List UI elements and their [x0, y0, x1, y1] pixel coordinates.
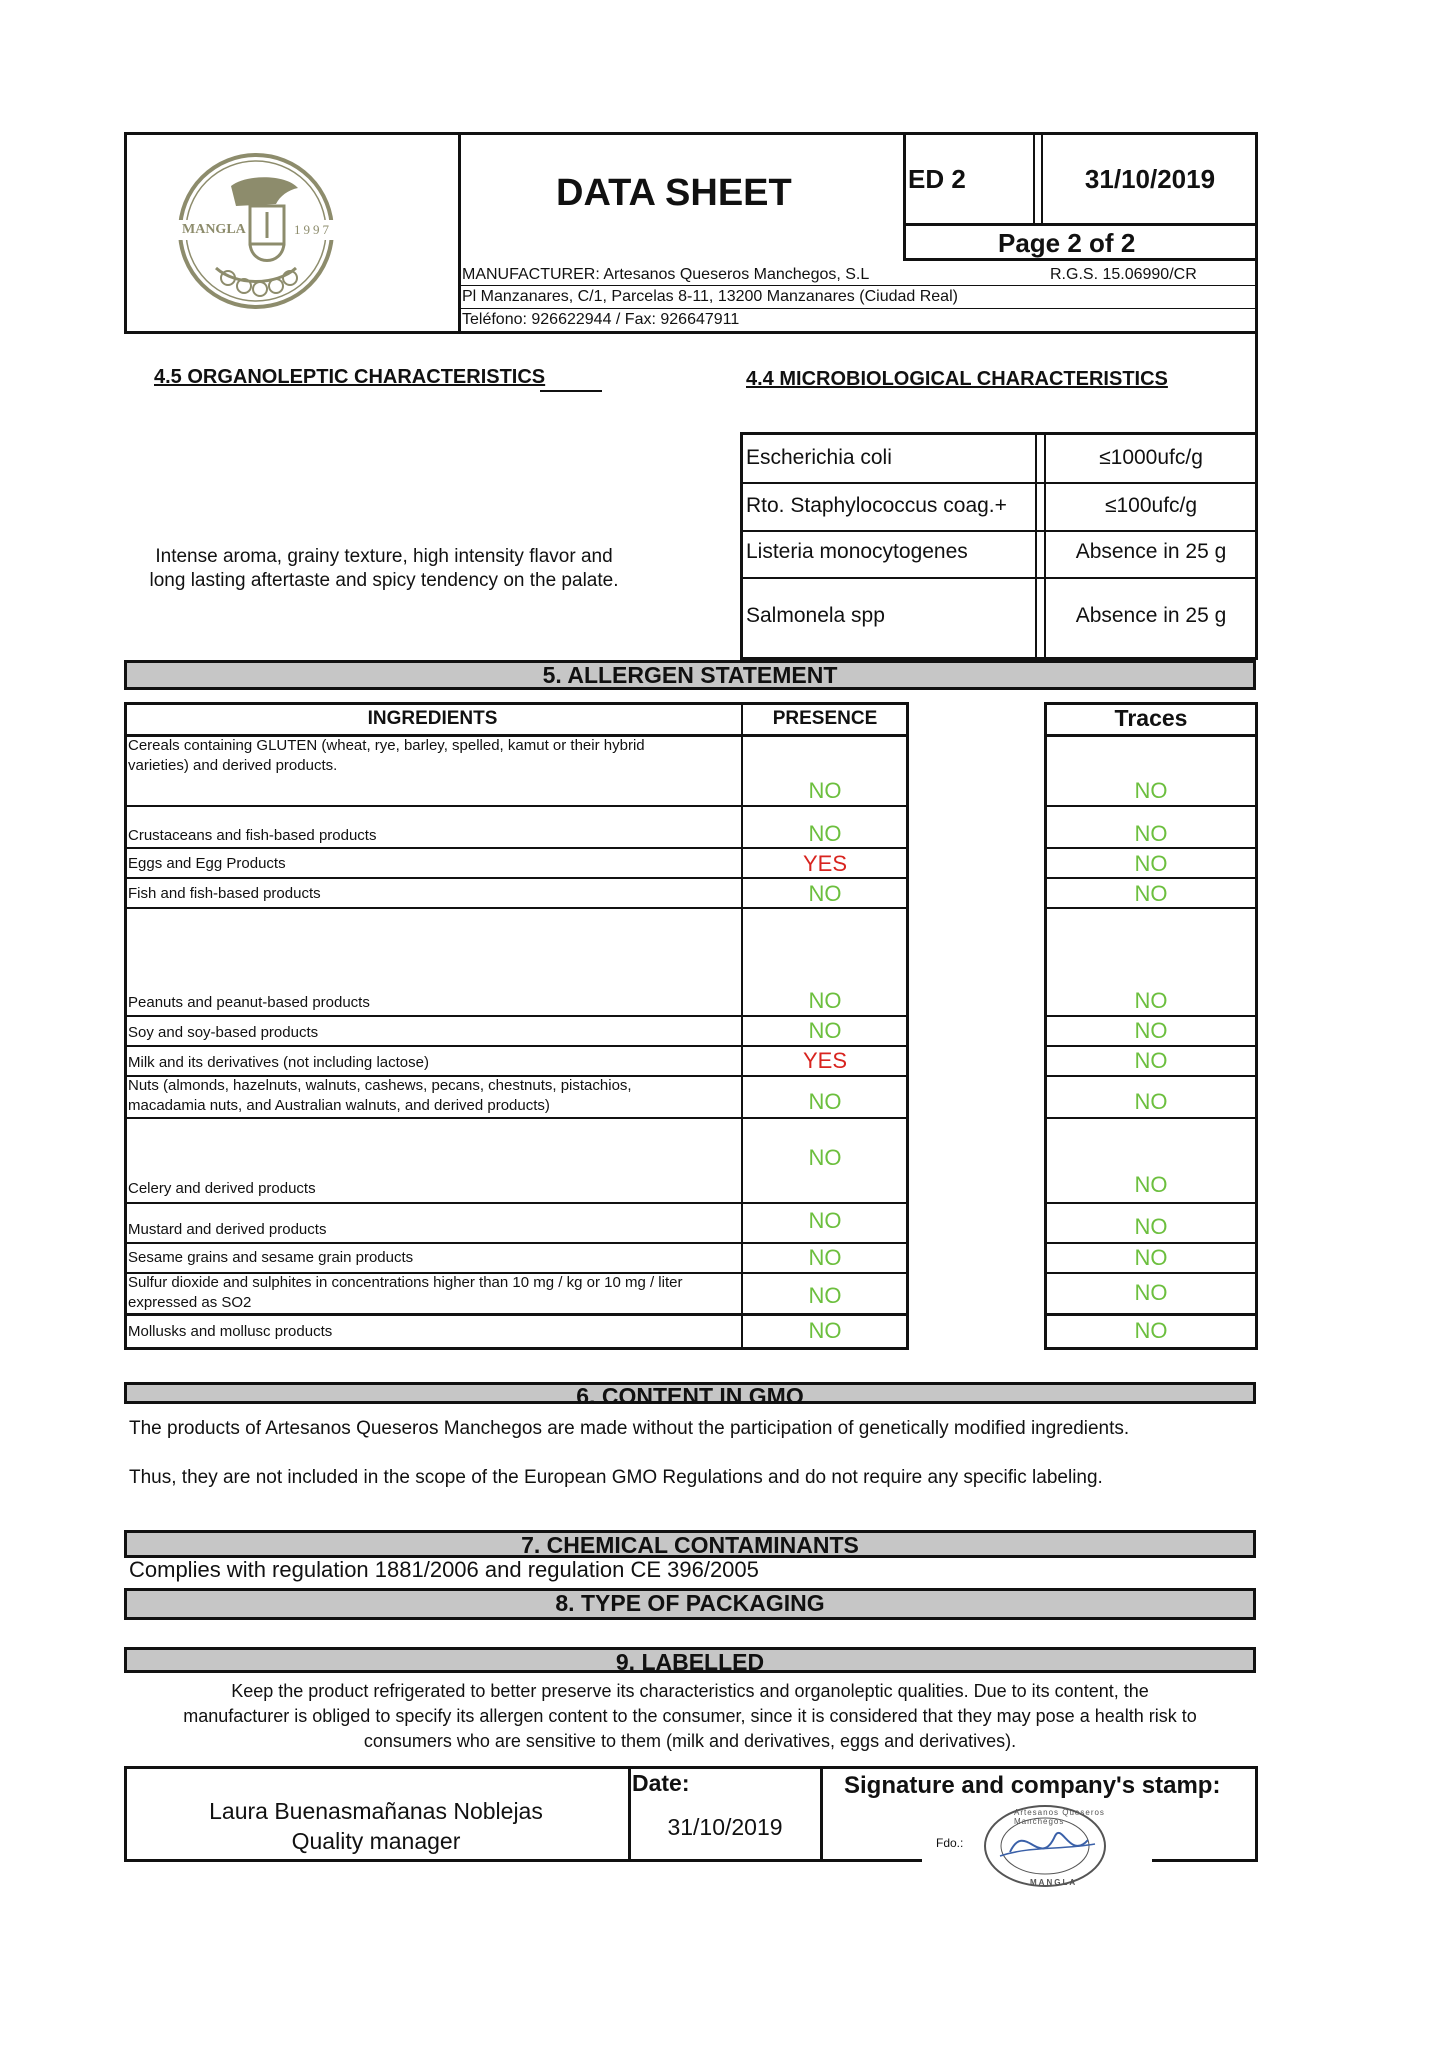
ingredient-sulfur-line-1: Sulfur dioxide and sulphites in concentrations higher than 10 mg / kg or 10 mg / liter: [128, 1274, 683, 1291]
ingredient-sesame: Sesame grains and sesame grain products: [128, 1249, 414, 1266]
labelled-line-1: Keep the product refrigerated to better preserve its characteristics and organoleptic qualities. Due to its content, the: [231, 1681, 1149, 1701]
col-presence: PRESENCE: [772, 708, 878, 729]
micro-name-ecoli: Escherichia coli: [746, 446, 892, 469]
allergen-row-line: [124, 1117, 909, 1119]
micro-name-staph: Rto. Staphylococcus coag.+: [746, 494, 1007, 517]
document-date: 31/10/2019: [1084, 164, 1216, 194]
presence-peanuts: NO: [808, 988, 842, 1013]
col-traces: Traces: [1114, 705, 1188, 731]
ingredient-milk: Milk and its derivatives (not including lactose): [128, 1054, 429, 1071]
page-title: DATA SHEET: [556, 172, 792, 214]
header-divider-ed: [903, 132, 906, 260]
allergen-row-line: [1044, 1202, 1258, 1204]
allergen-row-line: [124, 1015, 909, 1017]
micro-value-salmonela: Absence in 25 g: [1075, 604, 1227, 627]
gmo-paragraph-2: Thus, they are not included in the scope of the European GMO Regulations and do not require any specific labeling.: [129, 1467, 1103, 1488]
packaging-section-bar: 8. TYPE OF PACKAGING: [124, 1588, 1256, 1620]
micro-value-ecoli: ≤1000ufc/g: [1099, 446, 1203, 469]
presence-fish: NO: [808, 881, 842, 906]
ingredient-crustaceans: Crustaceans and fish-based products: [128, 827, 377, 844]
ingredient-eggs: Eggs and Egg Products: [128, 855, 286, 872]
traces-crustaceans: NO: [1134, 821, 1168, 846]
ingredient-gluten-line-2: varieties) and derived products.: [128, 757, 338, 774]
page-number: Page 2 of 2: [998, 228, 1136, 258]
traces-sesame: NO: [1134, 1245, 1168, 1270]
presence-mollusks: NO: [808, 1318, 842, 1343]
edition: ED 2: [908, 164, 966, 194]
micro-row-line-2: [740, 530, 1258, 532]
allergen-row-line: [1044, 877, 1258, 879]
allergen-row-line: [1044, 907, 1258, 909]
signoff-divider-2: [820, 1766, 823, 1862]
gmo-paragraph-1: The products of Artesanos Queseros Manchegos are made without the participation of genetically modified ingredients.: [129, 1418, 1130, 1439]
traces-peanuts: NO: [1134, 988, 1168, 1013]
micro-name-salmonela: Salmonela spp: [746, 604, 885, 627]
gmo-section-bar: 6. CONTENT IN GMO: [124, 1382, 1256, 1404]
micro-row-line-3: [740, 577, 1258, 579]
presence-soy: NO: [808, 1018, 842, 1043]
rgs-number: R.G.S. 15.06990/CR: [1050, 266, 1197, 283]
organoleptic-title-underline-extend: [540, 390, 602, 392]
ingredient-mustard: Mustard and derived products: [128, 1221, 327, 1238]
ingredient-gluten-line-1: Cereals containing GLUTEN (wheat, rye, barley, spelled, kamut or their hybrid: [128, 737, 645, 754]
presence-milk: YES: [802, 1048, 848, 1073]
ingredient-nuts-line-2: macadamia nuts, and Australian walnuts, and derived products): [128, 1097, 550, 1114]
allergen-row-line: [1044, 1045, 1258, 1047]
signer-name: Laura Buenasmañanas Noblejas: [209, 1798, 543, 1824]
traces-header-line: [1044, 734, 1258, 737]
presence-eggs: YES: [802, 851, 848, 876]
ingredients-col-divider: [741, 702, 743, 1350]
signature-label: Signature and company's stamp:: [844, 1772, 1221, 1799]
allergen-row-line: [1044, 805, 1258, 807]
micro-row-line-1: [740, 482, 1258, 484]
signer-role: Quality manager: [291, 1828, 461, 1854]
traces-gluten: NO: [1134, 778, 1168, 803]
allergen-row-line: [1044, 1015, 1258, 1017]
allergen-section-bar: 5. ALLERGEN STATEMENT: [124, 660, 1256, 690]
header-line-2: [458, 308, 1258, 309]
presence-nuts: NO: [808, 1089, 842, 1114]
traces-nuts: NO: [1134, 1089, 1168, 1114]
allergen-row-line: [124, 1045, 909, 1047]
micro-value-staph: ≤100ufc/g: [1104, 494, 1198, 517]
traces-celery: NO: [1134, 1172, 1168, 1197]
micro-col-divider-a: [1035, 432, 1037, 660]
presence-celery: NO: [808, 1145, 842, 1170]
ingredient-soy: Soy and soy-based products: [128, 1024, 319, 1041]
organoleptic-title: 4.5 ORGANOLEPTIC CHARACTERISTICS: [154, 366, 546, 388]
allergen-row-line: [1044, 847, 1258, 849]
stamp-text: Artesanos Queseros Manchegos: [1014, 1808, 1105, 1826]
allergen-row-line: [1044, 1272, 1258, 1274]
allergen-row-line: [124, 1313, 909, 1316]
labelled-line-2: manufacturer is obliged to specify its allergen content to the consumer, since it is considered that they may pose a health risk to: [183, 1706, 1197, 1726]
ingredient-celery: Celery and derived products: [128, 1180, 316, 1197]
signoff-date: 31/10/2019: [667, 1814, 783, 1840]
traces-soy: NO: [1134, 1018, 1168, 1043]
address: Pl Manzanares, C/1, Parcelas 8-11, 13200 Manzanares (Ciudad Real): [462, 288, 958, 305]
chemical-text: Complies with regulation 1881/2006 and regulation CE 396/2005: [129, 1557, 759, 1582]
traces-eggs: NO: [1134, 851, 1168, 876]
labelled-section-bar: 9. LABELLED: [124, 1647, 1256, 1673]
allergen-row-line: [124, 805, 909, 807]
phone: Teléfono: 926622944 / Fax: 926647911: [462, 311, 740, 328]
presence-mustard: NO: [808, 1208, 842, 1233]
allergen-row-line: [1044, 1075, 1258, 1077]
allergen-row-line: [124, 1202, 909, 1204]
header-divider-page-top: [903, 223, 1258, 226]
header-line-1: [458, 285, 1258, 286]
ingredient-mollusks: Mollusks and mollusc products: [128, 1323, 333, 1340]
logo-brand: MANGLA: [182, 222, 246, 237]
stamp-bottom-text: MANGLA: [1030, 1878, 1078, 1887]
logo-year: 1997: [294, 222, 332, 237]
micro-name-listeria: Listeria monocytogenes: [746, 540, 968, 563]
organoleptic-text-2: long lasting aftertaste and spicy tendency on the palate.: [149, 570, 619, 591]
presence-crustaceans: NO: [808, 821, 842, 846]
traces-mollusks: NO: [1134, 1318, 1168, 1343]
header-divider-date-b: [1041, 132, 1043, 224]
ingredient-nuts-line-1: Nuts (almonds, hazelnuts, walnuts, cashews, pecans, chestnuts, pistachios,: [128, 1077, 632, 1094]
manufacturer: MANUFACTURER: Artesanos Queseros Manchegos, S.L: [462, 266, 870, 283]
presence-sulfur: NO: [808, 1283, 842, 1308]
allergen-row-line: [1044, 1313, 1258, 1316]
ingredient-peanuts: Peanuts and peanut-based products: [128, 994, 370, 1011]
header-divider-logo: [458, 132, 461, 334]
stamp-area: [922, 1800, 1152, 1896]
presence-sesame: NO: [808, 1245, 842, 1270]
allergen-row-line: [1044, 1242, 1258, 1244]
allergen-row-line: [124, 877, 909, 879]
logo: [176, 146, 336, 316]
microbiological-title: 4.4 MICROBIOLOGICAL CHARACTERISTICS: [746, 368, 1168, 390]
allergen-row-line: [1044, 1117, 1258, 1119]
header-divider-date-a: [1033, 132, 1035, 224]
labelled-line-3: consumers who are sensitive to them (milk and derivatives, eggs and derivatives).: [363, 1731, 1017, 1751]
traces-milk: NO: [1134, 1048, 1168, 1073]
allergen-row-line: [124, 1242, 909, 1244]
date-label: Date:: [632, 1770, 690, 1796]
traces-sulfur: NO: [1134, 1280, 1168, 1305]
fdo-label: Fdo.:: [936, 1836, 964, 1850]
ingredient-sulfur-line-2: expressed as SO2: [128, 1294, 252, 1311]
section4-right-border: [1255, 334, 1258, 434]
organoleptic-text-1: Intense aroma, grainy texture, high intensity flavor and: [155, 546, 613, 567]
allergen-row-line: [124, 907, 909, 909]
chemical-section-bar: 7. CHEMICAL CONTAMINANTS: [124, 1530, 1256, 1558]
traces-mustard: NO: [1134, 1214, 1168, 1239]
col-ingredients: INGREDIENTS: [367, 708, 498, 729]
ingredient-fish: Fish and fish-based products: [128, 885, 321, 902]
traces-fish: NO: [1134, 881, 1168, 906]
allergen-row-line: [124, 847, 909, 849]
presence-gluten: NO: [808, 778, 842, 803]
micro-value-listeria: Absence in 25 g: [1075, 540, 1227, 563]
